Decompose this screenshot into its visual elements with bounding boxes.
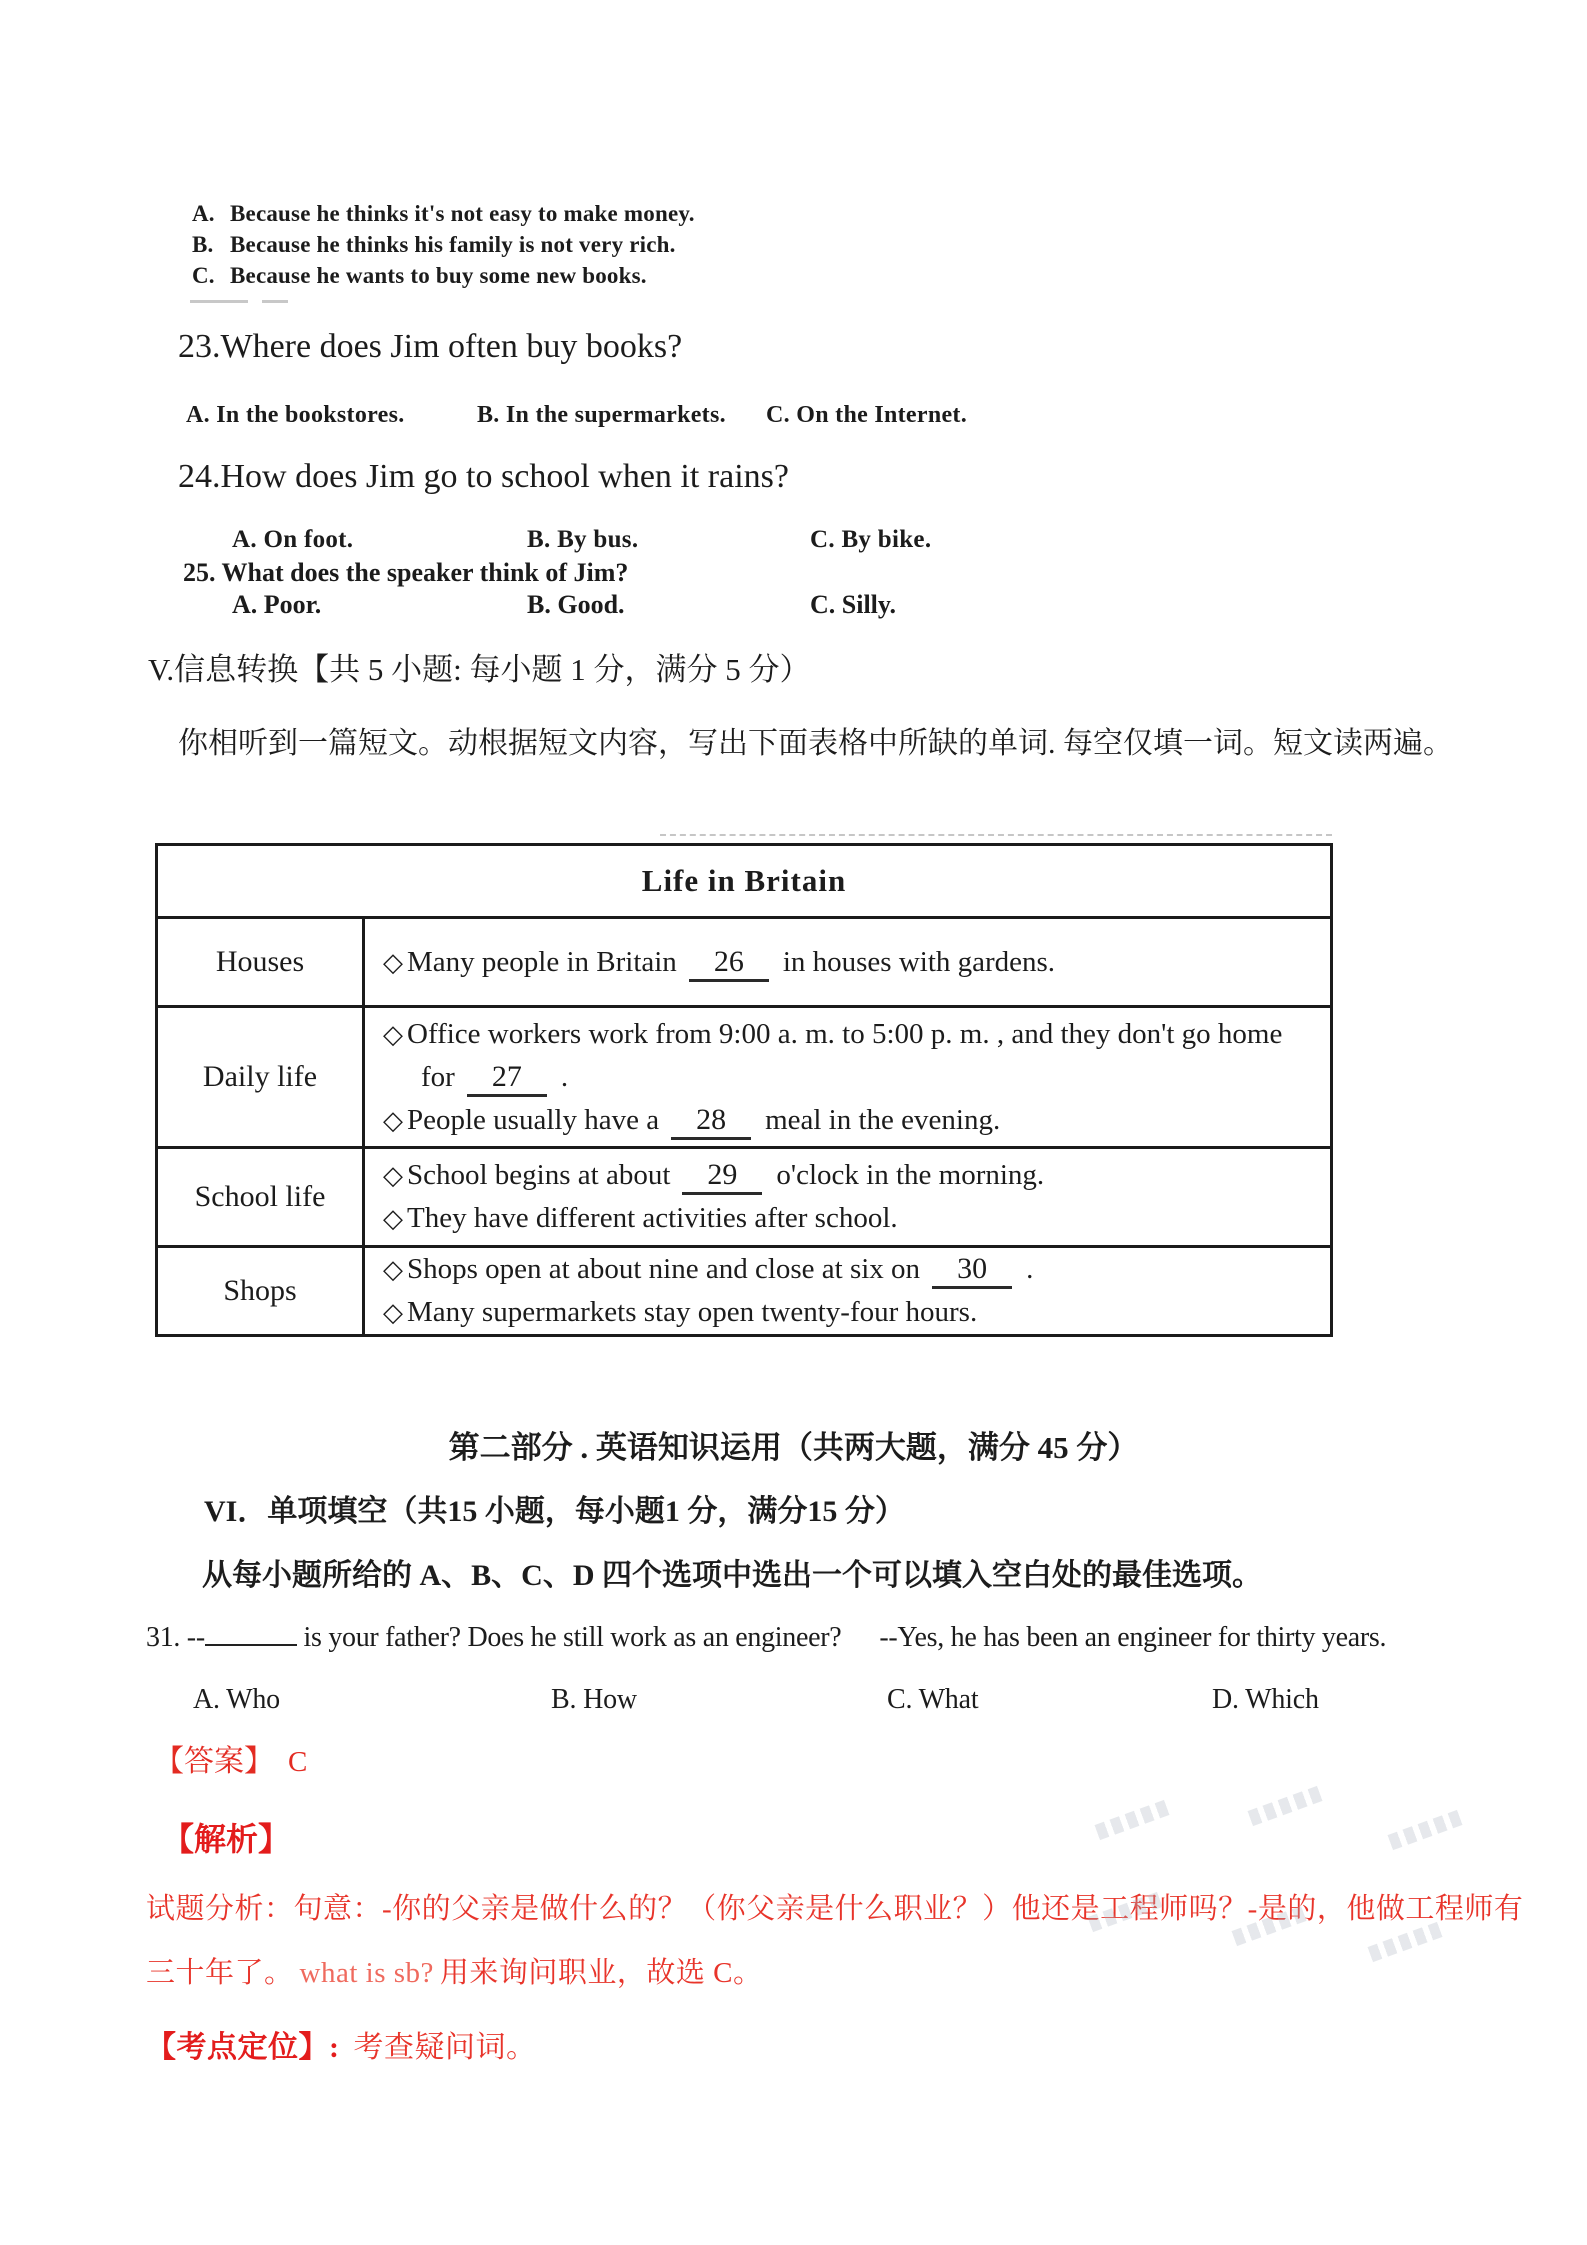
answer-value: C	[288, 1746, 308, 1778]
q31-option-c: C. What	[887, 1684, 979, 1715]
exam-point-text: 考查疑问词。	[353, 2031, 537, 2064]
question-25: 25. What does the speaker think of Jim?	[183, 558, 629, 587]
exam-point-label: 【考点定位】:	[146, 2031, 340, 2064]
blank-28: 28	[671, 1103, 751, 1140]
option-letter: A.	[192, 201, 215, 226]
option-letter: C.	[192, 263, 215, 288]
table-row-school-life	[158, 1149, 1330, 1248]
q31-prefix: 31. --	[146, 1622, 205, 1653]
table-row-houses	[158, 919, 1330, 1008]
option-letter: B.	[192, 232, 214, 257]
q31-option-b: B. How	[551, 1684, 637, 1715]
table-bullet: ◇ They have different activities after school.	[383, 1202, 898, 1234]
option-text: Because he thinks it's not easy to make money.	[230, 201, 695, 226]
table-bullet: ◇ School begins at about 29 o'clock in the morning.	[383, 1154, 1318, 1197]
table-bullet: ◇ People usually have a 28 meal in the evening.	[383, 1099, 1318, 1142]
diamond-bullet-icon: ◇	[383, 1204, 403, 1233]
question-23: 23.Where does Jim often buy books?	[178, 328, 683, 365]
scan-artifact-dots	[660, 834, 1332, 836]
section-vi-heading: VI．单项填空（共15 小题，每小题1 分，满分15 分）	[204, 1495, 905, 1528]
part2-heading: 第二部分 . 英语知识运用（共两大题，满分 45 分）	[448, 1430, 1139, 1465]
blank-29: 29	[682, 1158, 762, 1195]
diamond-bullet-icon: ◇	[383, 1019, 403, 1049]
table-title: Life in Britain	[158, 846, 1330, 919]
row-header: Daily life	[158, 1008, 365, 1146]
diamond-bullet-icon: ◇	[383, 1255, 403, 1284]
diamond-bullet-icon: ◇	[383, 1161, 403, 1190]
diamond-bullet-icon: ◇	[383, 947, 403, 977]
table-bullet: ◇ Shops open at about nine and close at six on 30 .	[383, 1248, 1318, 1291]
blank-30: 30	[932, 1252, 1012, 1289]
exam-point-line	[146, 2022, 537, 2066]
q22-option-b	[192, 229, 695, 260]
section-vi-instructions: 从每小题所给的 A、B、C、D 四个选项中选出一个可以填入空白处的最佳选项。	[202, 1559, 1263, 1592]
q23-option-b: B. In the supermarkets.	[477, 402, 726, 428]
watermark-mark	[1247, 1786, 1322, 1826]
table-bullet: ◇ Many people in Britain 26 in houses with gardens.	[383, 941, 1318, 984]
question-31	[146, 1616, 1386, 1654]
q24-option-a: A. On foot.	[232, 526, 354, 553]
q23-option-a: A. In the bookstores.	[186, 402, 405, 428]
q23-option-c: C. On the Internet.	[766, 402, 968, 428]
q31-option-a: A. Who	[193, 1684, 280, 1715]
q31-option-d: D. Which	[1212, 1684, 1319, 1715]
q22-option-c	[192, 260, 695, 291]
analysis-highlight: what is sb?	[299, 1957, 434, 1989]
table-row-shops	[158, 1248, 1330, 1334]
answer-line	[154, 1736, 307, 1780]
analysis-label: 【解析】	[162, 1821, 291, 1857]
watermark-mark	[1367, 1922, 1442, 1962]
diamond-bullet-icon: ◇	[383, 1298, 403, 1327]
watermark-mark	[1387, 1810, 1462, 1850]
option-text: Because he thinks his family is not very rich.	[230, 232, 676, 257]
q24-option-c: C. By bike.	[810, 526, 932, 553]
scan-artifact-dash	[190, 300, 248, 303]
life-in-britain-table	[155, 843, 1333, 1337]
q31-text: is your father? Does he still work as an engineer?	[296, 1622, 842, 1653]
blank-27: 27	[467, 1060, 547, 1097]
q22-option-a	[192, 198, 695, 229]
q31-response: --Yes, he has been an engineer for thirty years.	[879, 1622, 1387, 1653]
analysis-line-2: 三十年了。 what is sb? 用来询问职业，故选 C。	[146, 1957, 763, 1989]
analysis-line-1: 试题分析：句意：-你的父亲是做什么的？（你父亲是什么职业？）他还是工程师吗？-是的，他做工程师有	[146, 1893, 1524, 1925]
q31-blank	[205, 1616, 297, 1646]
row-header: School life	[158, 1149, 365, 1245]
diamond-bullet-icon: ◇	[383, 1105, 403, 1135]
q25-option-b: B. Good.	[527, 590, 625, 619]
table-bullet: ◇ Many supermarkets stay open twenty-four hours.	[383, 1296, 978, 1328]
question-24: 24.How does Jim go to school when it rains?	[178, 458, 789, 495]
q24-option-b: B. By bus.	[527, 526, 639, 553]
option-text: Because he wants to buy some new books.	[230, 263, 647, 288]
table-row-daily-life	[158, 1008, 1330, 1149]
section-v-heading: V.信息转换【共 5 小题: 每小题 1 分，满分 5 分）	[148, 652, 811, 687]
blank-26: 26	[689, 945, 769, 982]
q22-options-block	[192, 198, 695, 291]
watermark-mark	[1094, 1800, 1169, 1840]
row-header: Houses	[158, 919, 365, 1005]
row-header: Shops	[158, 1248, 365, 1334]
q25-option-c: C. Silly.	[810, 590, 896, 619]
scan-artifact-dash	[262, 300, 288, 303]
table-bullet: ◇ Office workers work from 9:00 a. m. to 5:00 p. m. , and they don't go home for 27 .	[383, 1013, 1318, 1099]
q25-option-a: A. Poor.	[232, 590, 322, 619]
section-v-instructions: 你相听到一篇短文。动根据短文内容，写出下面表格中所缺的单词. 每空仅填一词。短文读两遍。	[178, 727, 1453, 760]
answer-label: 【答案】	[154, 1745, 274, 1778]
